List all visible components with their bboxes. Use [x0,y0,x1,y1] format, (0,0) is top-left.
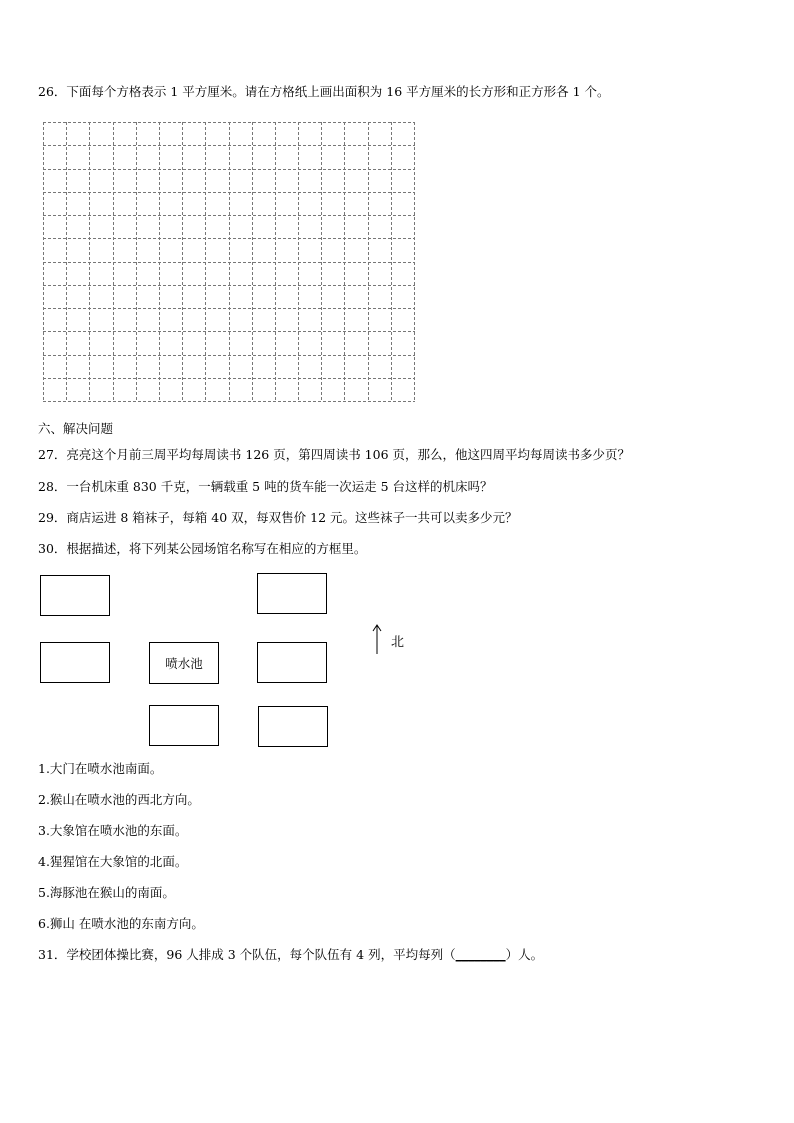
clue-1: 1.大门在喷水池南面。 [38,761,163,776]
answer-box-northwest[interactable] [40,575,110,616]
question-31 [38,947,543,963]
question-26: 26．下面每个方格表示 1 平方厘米。请在方格纸上画出面积为 16 平方厘米的长方形和正方形各 1 个。 [38,84,610,99]
clue-3: 3.大象馆在喷水池的东面。 [38,823,188,838]
question-29: 29．商店运进 8 箱袜子，每箱 40 双，每双售价 12 元。这些袜子一共可以卖多少元？ [38,510,518,525]
answer-blank[interactable]: ________ [455,947,506,962]
question-31-suffix: ）人。 [505,947,544,962]
north-label: 北 [391,635,405,650]
question-28: 28．一台机床重 830 千克，一辆载重 5 吨的货车能一次运走 5 台这样的机床吗？ [38,479,493,494]
square-grid[interactable] [43,122,415,402]
north-indicator [370,624,420,654]
answer-box-east[interactable] [257,642,327,683]
clue-4: 4.猩猩馆在大象馆的北面。 [38,854,188,869]
answer-box-southeast[interactable] [258,706,328,747]
question-27: 27．亮亮这个月前三周平均每周读书 126 页，第四周读书 106 页，那么，他这四周平均每周读书多少页？ [38,447,631,462]
answer-box-south[interactable] [149,705,219,746]
clue-2: 2.猴山在喷水池的西北方向。 [38,792,200,807]
answer-box-west[interactable] [40,642,110,683]
north-arrow-icon [370,624,384,656]
fountain-box [149,642,219,684]
answer-box-northeast[interactable] [257,573,327,614]
question-31-text: 31．学校团体操比赛，96 人排成 3 个队伍，每个队伍有 4 列，平均每列（ [38,947,456,962]
fountain-label: 喷水池 [165,656,203,671]
section-heading-solve-problems: 六、解决问题 [38,421,114,436]
clue-6: 6.狮山 在喷水池的东南方向。 [38,916,204,931]
clue-5: 5.海豚池在猴山的南面。 [38,885,175,900]
question-30: 30．根据描述，将下列某公园场馆名称写在相应的方框里。 [38,541,367,556]
